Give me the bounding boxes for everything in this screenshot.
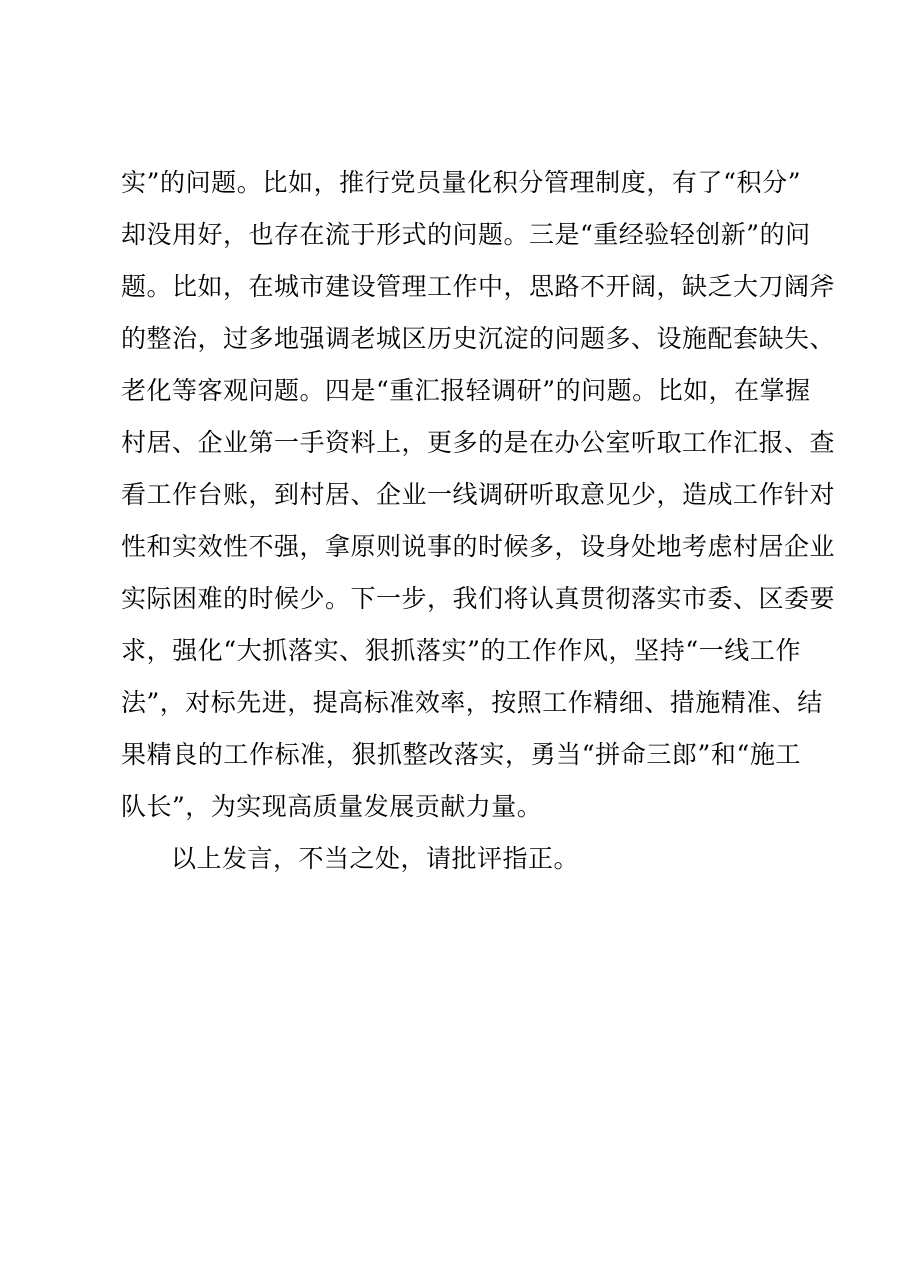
text-line: 求，强化“大抓落实、狠抓落实”的工作作风，坚持“一线工作	[121, 636, 801, 665]
closing-paragraph: 以上发言，不当之处，请批评指正。	[171, 844, 580, 873]
text-line: 队长”，为实现高质量发展贡献力量。	[121, 792, 543, 821]
text-line: 果精良的工作标准，狠抓整改落实，勇当“拼命三郎”和“施工	[121, 740, 801, 769]
text-line: 实”的问题。比如，推行党员量化积分管理制度，有了“积分”	[121, 168, 801, 197]
text-line: 看工作台账，到村居、企业一线调研听取意见少，造成工作针对	[121, 480, 836, 509]
text-line: 却没用好，也存在流于形式的问题。三是“重经验轻创新”的问	[121, 220, 811, 249]
text-line: 老化等客观问题。四是“重汇报轻调研”的问题。比如，在掌握	[121, 376, 811, 405]
text-line: 题。比如，在城市建设管理工作中，思路不开阔，缺乏大刀阔斧	[121, 272, 836, 301]
body-text	[121, 157, 836, 885]
text-line: 村居、企业第一手资料上，更多的是在办公室听取工作汇报、查	[121, 428, 836, 457]
text-line: 实际困难的时候少。下一步，我们将认真贯彻落实市委、区委要	[121, 584, 836, 613]
text-line: 法”，对标先进，提高标准效率，按照工作精细、措施精准、结	[121, 688, 823, 717]
text-line: 的整治，过多地强调老城区历史沉淀的问题多、设施配套缺失、	[121, 324, 836, 353]
text-line: 性和实效性不强，拿原则说事的时候多，设身处地考虑村居企业	[121, 532, 836, 561]
